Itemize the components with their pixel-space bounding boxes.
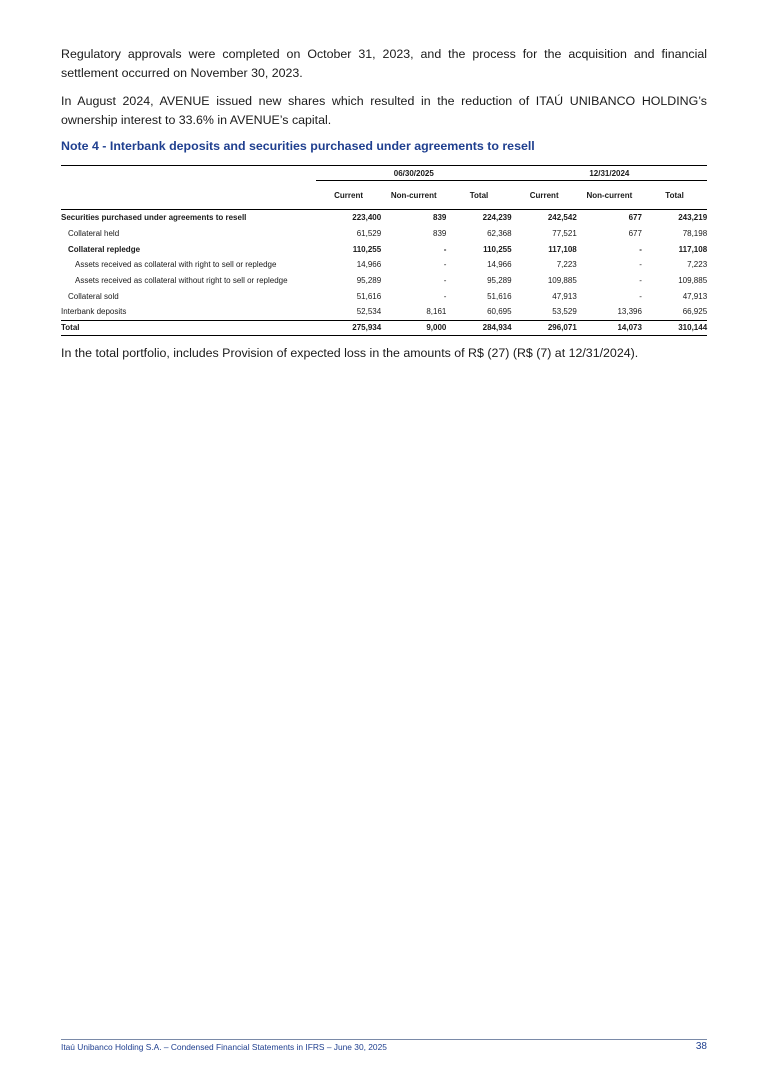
cell-value: 243,219 <box>678 213 708 223</box>
cell-value: 284,934 <box>446 320 511 335</box>
footer-divider <box>61 1039 707 1040</box>
period-header-2025: 06/30/2025 <box>316 166 512 181</box>
cell-value: 47,913 <box>552 291 577 301</box>
note-title: Note 4 - Interbank deposits and securities purchased under agreements to resell <box>61 139 535 153</box>
table-row <box>61 273 707 289</box>
cell-value: 839 <box>433 229 447 239</box>
table-row <box>61 210 707 226</box>
table-total-row <box>61 320 707 335</box>
cell-value: 223,400 <box>352 213 382 223</box>
cell-value: 296,071 <box>512 320 577 335</box>
cell-value: 7,223 <box>687 260 708 270</box>
cell-value: - <box>443 260 447 270</box>
period-header-row <box>61 166 707 181</box>
cell-value: 839 <box>433 213 447 223</box>
cell-value: - <box>639 291 642 301</box>
cell-value: 117,108 <box>678 244 708 254</box>
cell-value: 14,966 <box>487 260 512 270</box>
cell-value: 51,616 <box>356 291 382 301</box>
footnote: In the total portfolio, includes Provision of expected loss in the amounts of R$ (27) (R$ (7) at 12/31/2024). <box>61 346 639 360</box>
column-header: Non-current <box>381 181 446 210</box>
cell-value: 110,255 <box>352 244 382 254</box>
table-row <box>61 288 707 304</box>
column-header: Non-current <box>577 181 642 210</box>
cell-value: 310,144 <box>642 320 707 335</box>
cell-value: 13,396 <box>577 304 642 320</box>
column-header-row <box>61 181 707 210</box>
cell-value: 66,925 <box>642 304 707 320</box>
cell-value: - <box>443 276 447 286</box>
cell-value: 77,521 <box>552 229 577 239</box>
cell-value: 677 <box>628 229 642 239</box>
cell-value: - <box>639 276 642 286</box>
cell-value: 677 <box>628 213 642 223</box>
cell-value: - <box>639 260 642 270</box>
row-label: Assets received as collateral with right to sell or repledge <box>75 260 277 270</box>
cell-value: 52,534 <box>316 304 381 320</box>
cell-value: 117,108 <box>548 244 577 254</box>
cell-value: 109,885 <box>678 276 708 286</box>
cell-value: 7,223 <box>556 260 577 270</box>
cell-value: 9,000 <box>381 320 446 335</box>
period-header-2024: 12/31/2024 <box>512 166 708 181</box>
interbank-deposits-table <box>61 165 707 336</box>
cell-value: 14,073 <box>577 320 642 335</box>
table-row <box>61 257 707 273</box>
cell-value: 8,161 <box>381 304 446 320</box>
cell-value: 224,239 <box>482 213 512 223</box>
row-label: Collateral sold <box>68 291 119 301</box>
table-row <box>61 226 707 242</box>
cell-value: 78,198 <box>682 229 708 239</box>
cell-value: 47,913 <box>682 291 708 301</box>
cell-value: 62,368 <box>487 229 512 239</box>
cell-value: - <box>639 244 642 254</box>
cell-value: 109,885 <box>547 276 577 286</box>
paragraph-avenue-shares: In August 2024, AVENUE issued new shares which resulted in the reduction of ITAÚ UNIBANCO HOLDING’s ownership interest to 33.6% in AVENUE’s capital. <box>61 94 707 127</box>
column-header: Total <box>446 181 511 210</box>
cell-value: 14,966 <box>356 260 382 270</box>
column-header: Current <box>512 181 577 210</box>
row-label: Assets received as collateral without right to sell or repledge <box>75 276 288 286</box>
table-row <box>61 304 707 320</box>
column-header: Current <box>316 181 381 210</box>
cell-value: 61,529 <box>356 229 382 239</box>
cell-value: 110,255 <box>483 244 512 254</box>
cell-value: - <box>443 291 447 301</box>
row-label: Securities purchased under agreements to resell <box>61 213 247 223</box>
cell-value: - <box>443 244 447 254</box>
page-number: 38 <box>695 1041 707 1052</box>
row-label: Collateral held <box>68 229 120 239</box>
cell-value: 275,934 <box>316 320 381 335</box>
cell-value: 95,289 <box>356 276 382 286</box>
row-label: Collateral repledge <box>68 244 141 254</box>
column-header: Total <box>642 181 707 210</box>
cell-value: 95,289 <box>487 276 512 286</box>
cell-value: 53,529 <box>512 304 577 320</box>
cell-value: 60,695 <box>446 304 511 320</box>
paragraph-regulatory-approvals: Regulatory approvals were completed on October 31, 2023, and the process for the acquisition and financial settlement occurred on November 30, 2023. <box>61 47 707 80</box>
row-label: Total <box>61 320 316 335</box>
footer-text: Itaú Unibanco Holding S.A. – Condensed Financial Statements in IFRS – June 30, 2025 <box>61 1042 387 1052</box>
cell-value: 242,542 <box>547 213 577 223</box>
table-row <box>61 241 707 257</box>
row-label: Interbank deposits <box>61 304 316 320</box>
cell-value: 51,616 <box>487 291 512 301</box>
